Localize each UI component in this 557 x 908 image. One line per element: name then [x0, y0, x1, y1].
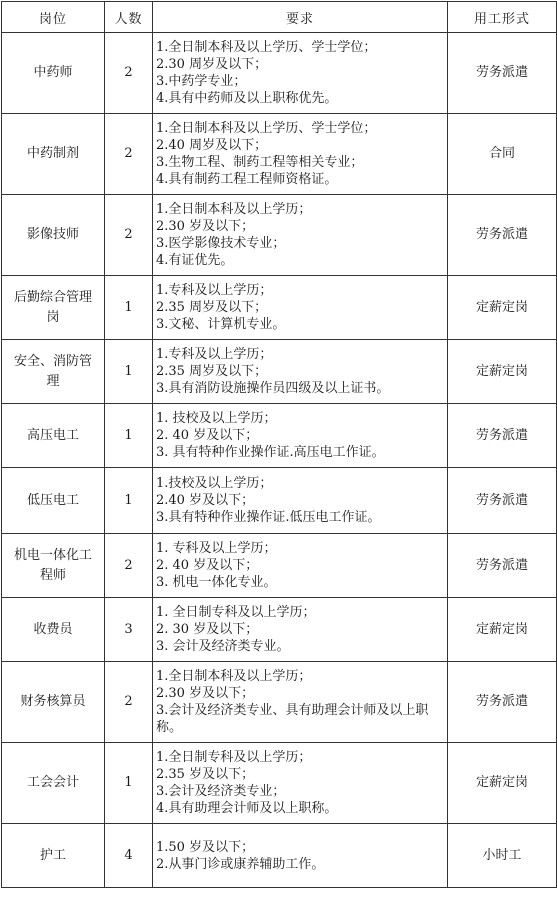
table-row — [2, 824, 557, 888]
requirement-line: 1.专科及以上学历； — [156, 347, 273, 362]
requirement-line: 4.有证优先。 — [156, 253, 234, 268]
requirement-line: 1. 专科及以上学历； — [156, 541, 277, 556]
count-cell: 1 — [105, 276, 153, 340]
requirement-line: 3. 会计及经济类专业。 — [156, 639, 290, 654]
requirement-line: 4.具有助理会计师及以上职称。 — [156, 801, 338, 816]
position-cell — [2, 340, 105, 404]
employment-cell: 定薪定岗 — [448, 276, 557, 340]
requirement-line: 2.30 岁及以下； — [156, 219, 255, 234]
count-cell: 2 — [105, 195, 153, 276]
position-cell: 高压电工 — [2, 404, 105, 468]
requirement-line: 3.具有消防设施操作员四级及以上证书。 — [156, 381, 390, 396]
requirement-line: 4.具有中药师及以上职称优先。 — [156, 91, 338, 106]
requirement-line: 1.专科及以上学历； — [156, 283, 273, 298]
requirements-cell — [153, 743, 448, 824]
count-cell: 1 — [105, 743, 153, 824]
table-row — [2, 598, 557, 662]
count-cell: 2 — [105, 33, 153, 114]
position-cell: 中药制剂 — [2, 114, 105, 195]
requirements-cell — [153, 534, 448, 598]
position-cell: 中药师 — [2, 33, 105, 114]
position-text: 安全、消防管理 — [13, 353, 92, 389]
count-cell: 1 — [105, 404, 153, 468]
requirement-line: 3. 机电一体化专业。 — [156, 575, 277, 590]
requirements-cell — [153, 662, 448, 743]
count-cell: 4 — [105, 824, 153, 888]
requirement-line: 3. 具有特种作业操作证.高压电工作证。 — [156, 445, 385, 460]
requirement-line: 2.30 周岁及以下； — [156, 57, 268, 72]
count-cell: 2 — [105, 534, 153, 598]
requirement-line: 3.会计及经济类专业； — [156, 784, 286, 799]
employment-cell: 定薪定岗 — [448, 743, 557, 824]
requirement-line: 3.具有特种作业操作证.低压电工作证。 — [156, 510, 381, 525]
requirement-line: 2. 40 岁及以下； — [156, 558, 259, 573]
table-row — [2, 404, 557, 468]
requirement-line: 1.全日制本科及以上学历、学士学位； — [156, 40, 377, 55]
employment-cell: 合同 — [448, 114, 557, 195]
table-row — [2, 276, 557, 340]
requirements-cell — [153, 598, 448, 662]
header-position: 岗位 — [2, 2, 105, 33]
requirement-line: 2.40 周岁及以下； — [156, 138, 268, 153]
employment-cell: 劳务派遣 — [448, 534, 557, 598]
requirements-cell — [153, 33, 448, 114]
header-employment: 用工形式 — [448, 2, 557, 33]
employment-cell: 劳务派遣 — [448, 468, 557, 534]
position-text: 后勤综合管理岗 — [13, 289, 92, 325]
table-header-row — [2, 2, 557, 33]
requirement-line: 1.技校及以上学历； — [156, 476, 273, 491]
position-cell — [2, 276, 105, 340]
requirement-line: 2.35 岁及以下； — [156, 767, 255, 782]
requirement-line: 1.全日制本科及以上学历、学士学位； — [156, 121, 377, 136]
table-row — [2, 662, 557, 743]
table-row — [2, 468, 557, 534]
table-row — [2, 340, 557, 404]
header-requirements: 要求 — [153, 2, 448, 33]
requirement-line: 1.全日制本科及以上学历； — [156, 669, 312, 684]
requirements-cell — [153, 340, 448, 404]
employment-cell: 劳务派遣 — [448, 404, 557, 468]
requirement-line: 2.30 岁及以下； — [156, 686, 255, 701]
position-cell: 工会会计 — [2, 743, 105, 824]
count-cell: 2 — [105, 114, 153, 195]
requirement-line: 1. 全日制专科及以上学历； — [156, 605, 316, 620]
table-row — [2, 743, 557, 824]
requirement-line: 4.具有制药工程工程师资格证。 — [156, 172, 338, 187]
position-cell: 影像技师 — [2, 195, 105, 276]
table-row — [2, 114, 557, 195]
requirement-line: 1.全日制专科及以上学历； — [156, 750, 312, 765]
count-cell: 1 — [105, 340, 153, 404]
requirement-line: 2.35 周岁及以下； — [156, 300, 268, 315]
requirement-line: 2.40 岁及以下； — [156, 493, 255, 508]
requirement-line: 3.生物工程、制药工程等相关专业； — [156, 155, 364, 170]
requirements-cell — [153, 195, 448, 276]
requirements-cell — [153, 404, 448, 468]
recruitment-table — [1, 1, 557, 888]
requirements-cell — [153, 824, 448, 888]
requirements-cell — [153, 276, 448, 340]
requirement-line: 2.从事门诊或康养辅助工作。 — [156, 856, 325, 872]
employment-cell: 劳务派遣 — [448, 662, 557, 743]
table-row — [2, 195, 557, 276]
employment-cell: 小时工 — [448, 824, 557, 888]
employment-cell: 定薪定岗 — [448, 598, 557, 662]
requirement-line: 2.35 周岁及以下； — [156, 364, 268, 379]
position-text: 机电一体化工程师 — [13, 547, 92, 583]
table-row — [2, 33, 557, 114]
employment-cell: 定薪定岗 — [448, 340, 557, 404]
requirements-cell — [153, 114, 448, 195]
requirement-line: 2. 30 岁及以下； — [156, 622, 259, 637]
count-cell: 2 — [105, 662, 153, 743]
requirement-line: 3.文秘、计算机专业。 — [156, 317, 286, 332]
requirements-cell — [153, 468, 448, 534]
requirement-line: 3.中药学专业； — [156, 74, 247, 89]
position-cell: 低压电工 — [2, 468, 105, 534]
requirement-line: 3.会计及经济类专业、具有助理会计师及以上职称。 — [156, 703, 429, 735]
table-row — [2, 534, 557, 598]
position-cell: 财务核算员 — [2, 662, 105, 743]
employment-cell: 劳务派遣 — [448, 195, 557, 276]
header-count: 人数 — [105, 2, 153, 33]
count-cell: 1 — [105, 468, 153, 534]
count-cell: 3 — [105, 598, 153, 662]
position-cell: 收费员 — [2, 598, 105, 662]
requirement-line: 1. 技校及以上学历； — [156, 411, 277, 426]
employment-cell: 劳务派遣 — [448, 33, 557, 114]
requirement-line: 1.50 岁及以下； — [156, 839, 255, 855]
position-cell — [2, 534, 105, 598]
requirement-line: 1.全日制本科及以上学历； — [156, 202, 312, 217]
requirement-line: 2. 40 岁及以下； — [156, 428, 259, 443]
requirement-line: 3.医学影像技术专业； — [156, 236, 286, 251]
position-cell: 护工 — [2, 824, 105, 888]
